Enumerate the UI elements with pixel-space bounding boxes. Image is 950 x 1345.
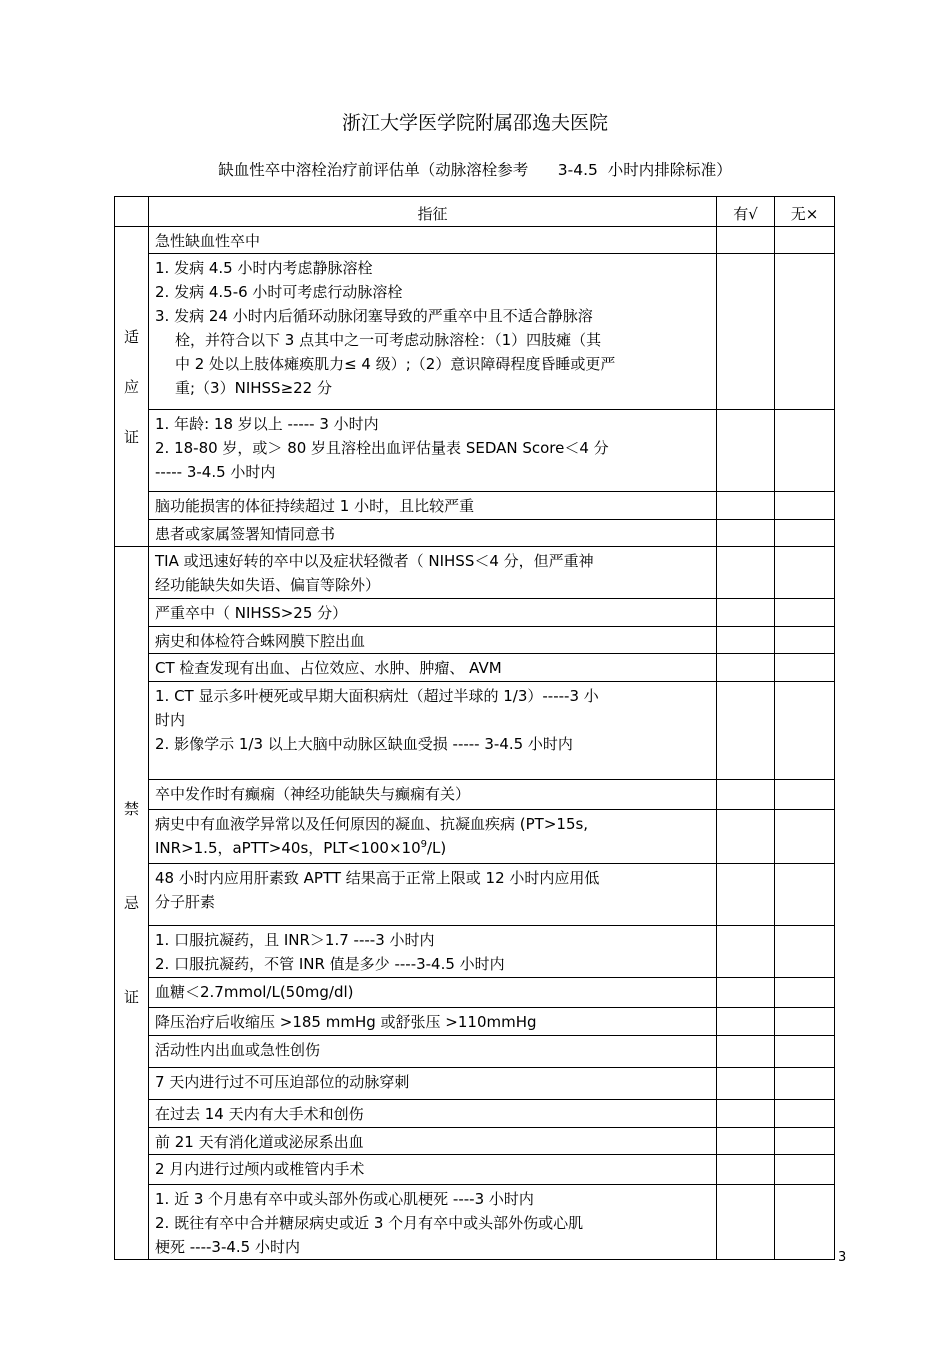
criterion-line: 降压治疗后收缩压 >185 mmHg 或舒张压 >110mmHg [155, 1013, 537, 1031]
criterion-line: 血糖＜2.7mmol/L(50mg/dl) [155, 983, 354, 1001]
category-char: 禁 [123, 800, 139, 818]
criterion-text [149, 1128, 717, 1155]
table-row [115, 227, 835, 254]
no-checkbox-cell[interactable] [775, 1155, 835, 1185]
criterion-line: 经功能缺失如失语、偏盲等除外） [155, 576, 381, 594]
no-checkbox-cell[interactable] [775, 1185, 835, 1260]
criterion-text [149, 520, 717, 547]
criterion-line: 在过去 14 天内有大手术和创伤 [155, 1105, 364, 1123]
criterion-line: 病史和体检符合蛛网膜下腔出血 [155, 632, 366, 650]
criterion-text [149, 1036, 717, 1068]
no-checkbox-cell[interactable] [775, 978, 835, 1008]
criterion-text [149, 780, 717, 810]
yes-checkbox-cell[interactable] [717, 1100, 775, 1128]
criterion-text [149, 547, 717, 599]
table-row [115, 254, 835, 410]
no-checkbox-cell[interactable] [775, 1100, 835, 1128]
criterion-text [149, 1185, 717, 1260]
criterion-line: 2. 既往有卒中合并糖尿病史或近 3 个月有卒中或头部外伤或心肌 [155, 1214, 584, 1232]
yes-checkbox-cell[interactable] [717, 254, 775, 410]
page-number: 3 [838, 1250, 847, 1265]
yes-checkbox-cell[interactable] [717, 864, 775, 926]
no-checkbox-cell[interactable] [775, 682, 835, 780]
criterion-text [149, 926, 717, 978]
table-row [115, 520, 835, 547]
yes-checkbox-cell[interactable] [717, 978, 775, 1008]
criterion-line: 活动性内出血或急性创伤 [155, 1041, 321, 1059]
no-checkbox-cell[interactable] [775, 654, 835, 682]
criterion-line: 卒中发作时有癫痫（神经功能缺失与癫痫有关） [155, 785, 471, 803]
table-row [115, 926, 835, 978]
category-char: 应 [123, 377, 139, 396]
criterion-line: CT 检查发现有出血、占位效应、水肿、肿瘤、 AVM [155, 659, 502, 677]
no-checkbox-cell[interactable] [775, 810, 835, 864]
criterion-line: 病史中有血液学异常以及任何原因的凝血、抗凝血疾病 (PT>15s, [155, 815, 589, 833]
yes-checkbox-cell[interactable] [717, 810, 775, 864]
table-row [115, 1036, 835, 1068]
table-row [115, 1100, 835, 1128]
yes-checkbox-cell[interactable] [717, 599, 775, 627]
criterion-text [149, 1100, 717, 1128]
criterion-line: 前 21 天有消化道或泌尿系出血 [155, 1133, 364, 1151]
table-row [115, 1068, 835, 1100]
criterion-text [149, 810, 717, 864]
criterion-line: TIA 或迅速好转的卒中以及症状轻微者（ NIHSS＜4 分，但严重神 [155, 552, 594, 570]
table-row [115, 1008, 835, 1036]
no-checkbox-cell[interactable] [775, 599, 835, 627]
yes-checkbox-cell[interactable] [717, 1008, 775, 1036]
criterion-text [149, 1008, 717, 1036]
no-checkbox-cell[interactable] [775, 627, 835, 654]
table-row [115, 410, 835, 492]
table-row [115, 547, 835, 599]
table-header-row [115, 197, 835, 227]
no-checkbox-cell[interactable] [775, 547, 835, 599]
criterion-line: 重;（3）NIHSS≥22 分 [175, 379, 332, 397]
yes-checkbox-cell[interactable] [717, 780, 775, 810]
table-row [115, 492, 835, 520]
criterion-text [149, 627, 717, 654]
table-row [115, 1185, 835, 1260]
criterion-text [149, 682, 717, 780]
category-char: 证 [123, 427, 139, 446]
header-indicator: 指征 [149, 197, 717, 227]
criterion-line: 1. 口服抗凝药，且 INR＞1.7 ----3 小时内 [155, 931, 435, 949]
header-no: 无× [775, 197, 835, 227]
criterion-line: 梗死 ----3-4.5 小时内 [155, 1238, 300, 1256]
no-checkbox-cell[interactable] [775, 1036, 835, 1068]
table-row [115, 1155, 835, 1185]
criterion-line: 7 天内进行过不可压迫部位的动脉穿刺 [155, 1073, 410, 1091]
yes-checkbox-cell[interactable] [717, 520, 775, 547]
table-row [115, 1128, 835, 1155]
superscript: 9 [420, 839, 427, 850]
hospital-title: 浙江大学医学院附属邵逸夫医院 [341, 112, 608, 134]
header-blank-cell [115, 197, 149, 227]
criterion-line [155, 836, 710, 860]
criterion-line: 2. 影像学示 1/3 以上大脑中动脉区缺血受损 ----- 3-4.5 小时内 [155, 735, 573, 753]
no-checkbox-cell[interactable] [775, 1128, 835, 1155]
criterion-text [149, 864, 717, 926]
criterion-line: 1. 年龄: 18 岁以上 ----- 3 小时内 [155, 415, 379, 433]
criterion-line: 分子肝素 [155, 893, 216, 911]
no-checkbox-cell[interactable] [775, 780, 835, 810]
yes-checkbox-cell[interactable] [717, 1036, 775, 1068]
table-row [115, 654, 835, 682]
no-checkbox-cell[interactable] [775, 1008, 835, 1036]
category-indications [115, 227, 149, 547]
criterion-line: 2 月内进行过颅内或椎管内手术 [155, 1160, 365, 1178]
table-row [115, 682, 835, 780]
category-char: 证 [123, 988, 139, 1006]
category-char: 忌 [123, 894, 139, 912]
criterion-text [149, 599, 717, 627]
criterion-text [149, 254, 717, 410]
yes-checkbox-cell[interactable] [717, 492, 775, 520]
criterion-text [149, 227, 717, 254]
yes-checkbox-cell[interactable] [717, 1128, 775, 1155]
yes-checkbox-cell[interactable] [717, 1068, 775, 1100]
table-row [115, 978, 835, 1008]
no-checkbox-cell[interactable] [775, 492, 835, 520]
table-row [115, 599, 835, 627]
criterion-text [149, 410, 717, 492]
criterion-line: 时内 [155, 711, 186, 729]
header-yes: 有√ [717, 197, 775, 227]
criterion-line: 栓，并符合以下 3 点其中之一可考虑动脉溶栓：（1）四肢瘫（其 [175, 331, 602, 349]
criterion-text [149, 1068, 717, 1100]
assessment-table [114, 196, 835, 1260]
table-row [115, 627, 835, 654]
criterion-line: 48 小时内应用肝素致 APTT 结果高于正常上限或 12 小时内应用低 [155, 869, 600, 887]
yes-checkbox-cell[interactable] [717, 227, 775, 254]
yes-checkbox-cell[interactable] [717, 547, 775, 599]
criterion-line: 3. 发病 24 小时内后循环动脉闭塞导致的严重卒中且不适合静脉溶 [155, 307, 593, 325]
no-checkbox-cell[interactable] [775, 520, 835, 547]
yes-checkbox-cell[interactable] [717, 1185, 775, 1260]
yes-checkbox-cell[interactable] [717, 1155, 775, 1185]
criterion-line: 中 2 处以上肢体瘫痪肌力≤ 4 级）;（2）意识障碍程度昏睡或更严 [175, 355, 616, 373]
yes-checkbox-cell[interactable] [717, 654, 775, 682]
criterion-line: 脑功能损害的体征持续超过 1 小时，且比较严重 [155, 497, 475, 515]
criterion-line: 急性缺血性卒中 [155, 232, 261, 250]
criterion-line: ----- 3-4.5 小时内 [155, 463, 276, 481]
category-char: 适 [123, 327, 139, 346]
yes-checkbox-cell[interactable] [717, 627, 775, 654]
criterion-line: 2. 发病 4.5-6 小时可考虑行动脉溶栓 [155, 283, 403, 301]
table-row [115, 864, 835, 926]
criterion-line: 1. 近 3 个月患有卒中或头部外伤或心肌梗死 ----3 小时内 [155, 1190, 534, 1208]
yes-checkbox-cell[interactable] [717, 410, 775, 492]
yes-checkbox-cell[interactable] [717, 926, 775, 978]
no-checkbox-cell[interactable] [775, 410, 835, 492]
yes-checkbox-cell[interactable] [717, 682, 775, 780]
criterion-text [149, 654, 717, 682]
criterion-line: 患者或家属签署知情同意书 [155, 525, 336, 543]
no-checkbox-cell[interactable] [775, 254, 835, 410]
category-contraindications [115, 547, 149, 1260]
criterion-line-part: /L) [427, 839, 447, 857]
criterion-line-part: INR>1.5，aPTT>40s，PLT<100×10 [155, 839, 421, 857]
criterion-text [149, 1155, 717, 1185]
criterion-line: 2. 18-80 岁，或＞ 80 岁且溶栓出血评估量表 SEDAN Score＜4 分 [155, 439, 609, 457]
criterion-text [149, 492, 717, 520]
no-checkbox-cell[interactable] [775, 926, 835, 978]
no-checkbox-cell[interactable] [775, 864, 835, 926]
no-checkbox-cell[interactable] [775, 1068, 835, 1100]
criterion-line: 2. 口服抗凝药，不管 INR 值是多少 ----3-4.5 小时内 [155, 955, 505, 973]
criterion-line: 1. CT 显示多叶梗死或早期大面积病灶（超过半球的 1/3）-----3 小 [155, 687, 599, 705]
form-subtitle: 缺血性卒中溶栓治疗前评估单（动脉溶栓参考 3-4.5 小时内排除标准） [218, 161, 732, 179]
criterion-text [149, 978, 717, 1008]
criterion-line: 严重卒中（ NIHSS>25 分） [155, 604, 348, 622]
table-row [115, 780, 835, 810]
table-row [115, 810, 835, 864]
no-checkbox-cell[interactable] [775, 227, 835, 254]
criterion-line: 1. 发病 4.5 小时内考虑静脉溶栓 [155, 259, 373, 277]
